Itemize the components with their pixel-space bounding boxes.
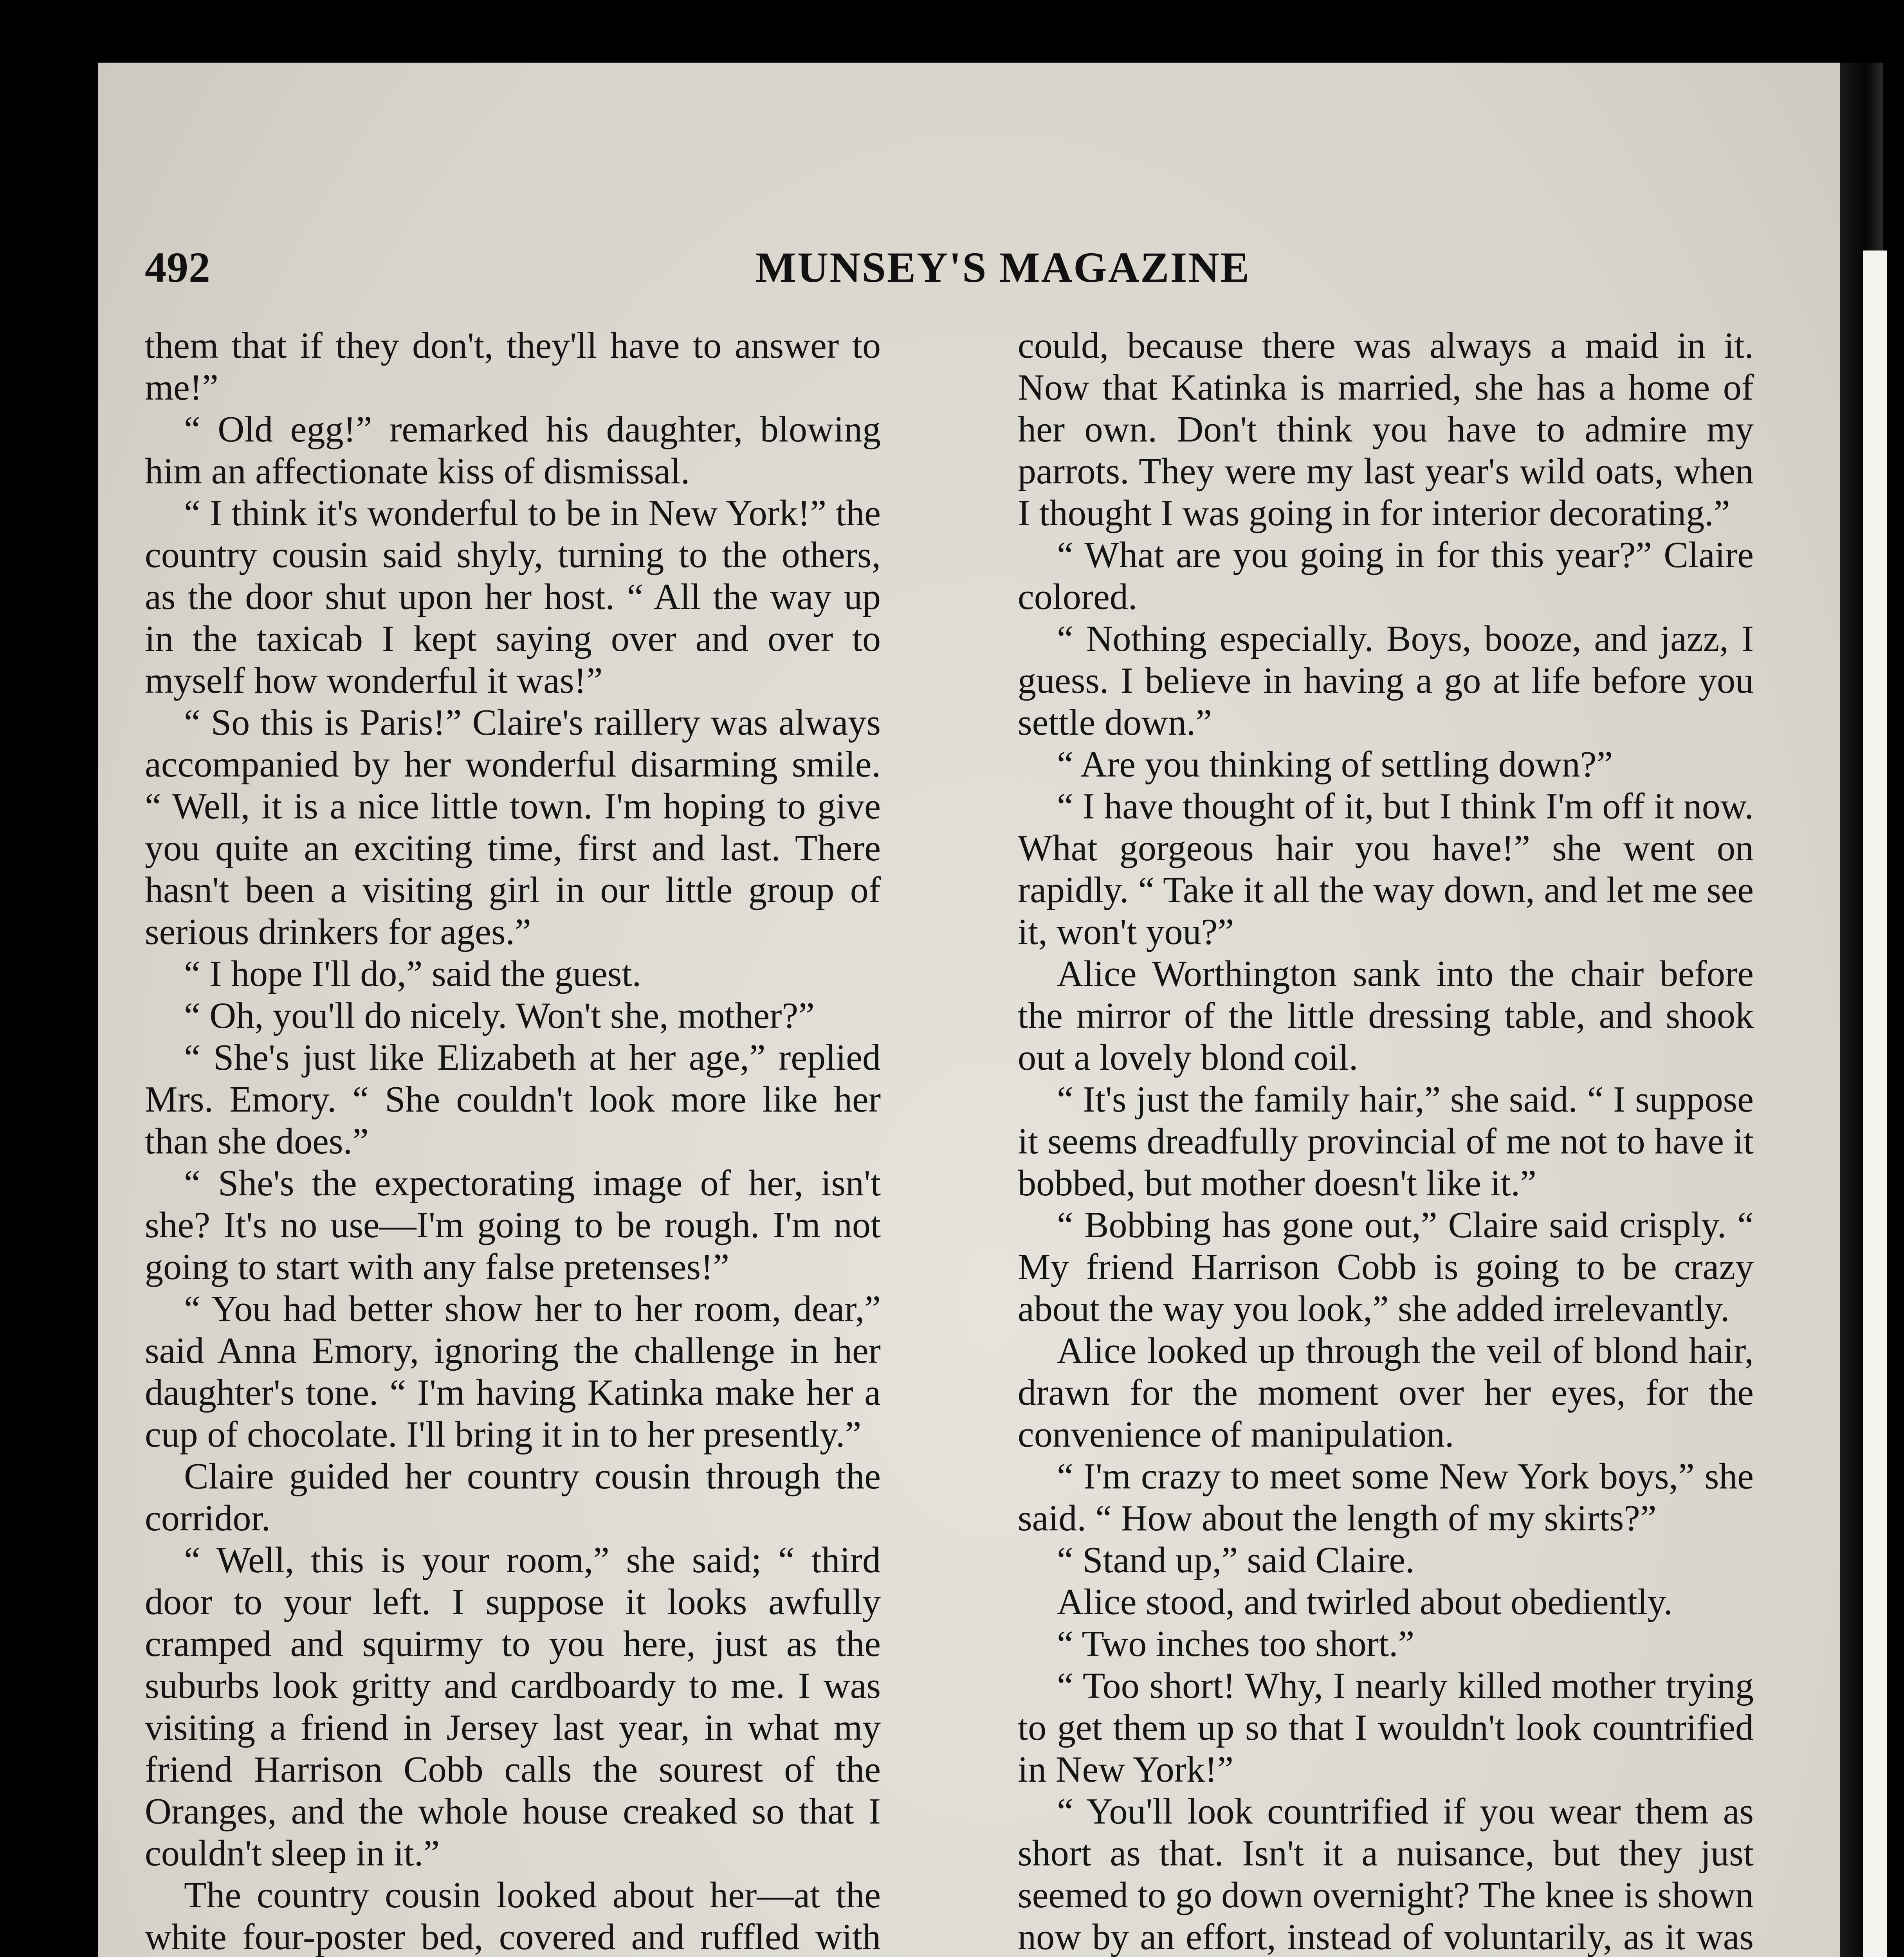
paragraph: “ You'll look countrified if you wear them as short as that. Isn't it a nuisance, but they just seemed to go down overnight? The knee is shown now by an effort, instead of voluntarily, as it was [1018, 1791, 1754, 1957]
next-page-edge [1863, 250, 1887, 1957]
paragraph: “ So this is Paris!” Claire's raillery was always accompanied by her wonderful disarming smile. “ Well, it is a nice little town. I'm hoping to give you quite an exciting time, first and last. There hasn't been a visiting girl in our little group of serious drinkers for ages.” [145, 702, 881, 952]
page-number: 492 [145, 243, 211, 291]
paragraph: Alice stood, and twirled about obediently. [1057, 1582, 1673, 1622]
left-column [145, 325, 881, 1957]
page-header [145, 243, 1754, 297]
paragraph: them that if they don't, they'll have to answer to me!” [145, 325, 881, 408]
paragraph: “ Oh, you'll do nicely. Won't she, mother?” [184, 995, 815, 1036]
paragraph: could, because there was always a maid in it. Now that Katinka is married, she has a home of her own. Don't think you have to admire my parrots. They were my last year's wild oats, when I thought I was going in for interior decorating.” [1018, 325, 1754, 533]
paragraph: “ I think it's wonderful to be in New York!” the country cousin said shyly, turning to the others, as the door shut upon her host. “ All the way up in the taxicab I kept saying over and over to myself how wonderful it was!” [145, 493, 881, 701]
paragraph: “ Well, this is your room,” she said; “ third door to your left. I suppose it looks awfully cramped and squirmy to you here, just as the suburbs look gritty and cardboardy to me. I was visiting a friend in Jersey last year, in what my friend Harrison Cobb calls the sourest of the Oranges, and the whole house creaked so that I couldn't sleep in it.” [145, 1540, 881, 1874]
paragraph: “ It's just the family hair,” she said. “ I suppose it seems dreadfully provincial of me not to have it bobbed, but mother doesn't like it.” [1018, 1079, 1754, 1204]
paragraph: “ Stand up,” said Claire. [1057, 1540, 1415, 1580]
paragraph: “ Bobbing has gone out,” Claire said crisply. “ My friend Harrison Cobb is going to be crazy about the way you look,” she added irrelevantly. [1018, 1205, 1754, 1329]
paragraph: “ You had better show her to her room, dear,” said Anna Emory, ignoring the challenge in her daughter's tone. “ I'm having Katinka make her a cup of chocolate. I'll bring it in to her presently.” [145, 1288, 881, 1455]
paragraph: The country cousin looked about her—at the white four-poster bed, covered and ruffled with [145, 1875, 881, 1957]
paragraph: “ Nothing especially. Boys, booze, and jazz, I guess. I believe in having a go at life before you settle down.” [1018, 618, 1754, 743]
paragraph: “ I hope I'll do,” said the guest. [184, 953, 642, 994]
paragraph: “ She's the expectorating image of her, isn't she? It's no use—I'm going to be rough. I'm not going to start with any false pretenses!” [145, 1163, 881, 1287]
paragraph: “ She's just like Elizabeth at her age,” replied Mrs. Emory. “ She couldn't look more like her than she does.” [145, 1037, 881, 1162]
running-head: MUNSEY'S MAGAZINE [755, 243, 1251, 291]
paragraph: “ I have thought of it, but I think I'm off it now. What gorgeous hair you have!” she went on rapidly. “ Take it all the way down, and let me see it, won't you?” [1018, 786, 1754, 952]
paragraph: Alice Worthington sank into the chair before the mirror of the little dressing table, and shook out a lovely blond coil. [1018, 953, 1754, 1078]
paragraph: Claire guided her country cousin through the corridor. [145, 1456, 881, 1539]
paragraph: “ Are you thinking of settling down?” [1057, 744, 1613, 785]
paragraph: “ Two inches too short.” [1057, 1624, 1415, 1664]
paragraph: “ I'm crazy to meet some New York boys,” she said. “ How about the length of my skirts?” [1018, 1456, 1754, 1539]
paragraph: “ Old egg!” remarked his daughter, blowing him an affectionate kiss of dismissal. [145, 409, 881, 492]
paragraph: “ What are you going in for this year?” Claire colored. [1018, 535, 1754, 617]
right-column [1018, 325, 1754, 1957]
paragraph: Alice looked up through the veil of blond hair, drawn for the moment over her eyes, for the convenience of manipulation. [1018, 1330, 1754, 1455]
paragraph: “ Too short! Why, I nearly killed mother trying to get them up so that I wouldn't look countrified in New York!” [1018, 1665, 1754, 1790]
